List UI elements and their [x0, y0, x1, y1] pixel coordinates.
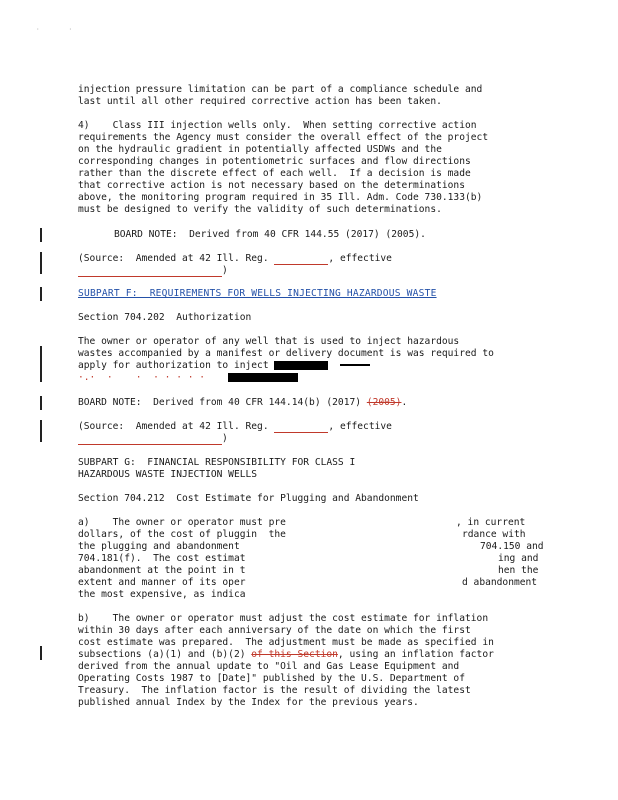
source-middle: , effective	[328, 253, 392, 264]
text-line: published annual Index by the Index for the previous years.	[78, 697, 419, 708]
text-line: The owner or operator of any well that is used to inject hazardous	[78, 336, 460, 347]
redaction	[274, 361, 328, 370]
blank-reg-number	[274, 255, 328, 265]
change-bar	[40, 287, 42, 301]
section-title: Section 704.202 Authorization	[78, 312, 252, 323]
paragraph-continuation	[78, 84, 548, 108]
source-end: )	[222, 433, 228, 444]
redaction-marks: ·.· · · · · · · ·	[78, 372, 229, 383]
board-note-1	[78, 229, 584, 241]
board-note-2	[78, 397, 548, 409]
text-line: corresponding changes in potentiometric surfaces and flow directions	[78, 156, 471, 167]
text-fragment: d abandonment	[462, 577, 538, 588]
redaction	[340, 364, 370, 366]
subpart-g-line: HAZARDOUS WASTE INJECTION WELLS	[78, 469, 258, 480]
text-fragment: 704.181(f). The cost estimat	[78, 553, 246, 564]
redaction	[228, 373, 298, 382]
text-line: wastes accompanied by a manifest or delivery document is was required to	[78, 348, 494, 359]
blank-effective-date	[78, 435, 222, 445]
blank-effective-date	[78, 267, 222, 277]
change-bar	[40, 420, 42, 442]
paragraph-b	[78, 613, 548, 709]
text-fragment: apply for authorization to inject	[78, 360, 269, 371]
text-fragment: 704.150 and	[480, 541, 544, 552]
subpart-g-line: SUBPART G: FINANCIAL RESPONSIBILITY FOR CLASS I	[78, 457, 356, 468]
text-line: last until all other required corrective action has been taken.	[78, 96, 442, 107]
board-note-suffix: .	[401, 397, 408, 408]
text-fragment: the plugging and abandonment	[78, 541, 240, 552]
text-line: Treasury. The inflation factor is the result of dividing the latest	[78, 685, 471, 696]
source-prefix: (Source: Amended at 42 Ill. Reg.	[78, 421, 275, 432]
subpart-f-title: SUBPART F: REQUIREMENTS FOR WELLS INJECTING HAZARDOUS WASTE	[78, 288, 437, 299]
section-212-heading	[78, 493, 548, 505]
text-fragment: rdance with	[462, 529, 526, 540]
text-line: rather than the discrete effect of each well. If a decision is made	[78, 168, 471, 179]
text-line: b) The owner or operator must adjust the cost estimate for inflation	[78, 613, 489, 624]
source-note-2	[78, 421, 548, 445]
board-note-text: BOARD NOTE: Derived from 40 CFR 144.55 (2017) (2005).	[114, 229, 426, 240]
source-end: )	[222, 265, 228, 276]
change-bar	[40, 646, 42, 660]
text-line: that corrective action is not necessary based on the determinations	[78, 180, 465, 191]
text-line: above, the monitoring program required in 35 Ill. Adm. Code 730.133(b)	[78, 192, 483, 203]
source-prefix: (Source: Amended at 42 Ill. Reg.	[78, 253, 275, 264]
text-fragment: ing and	[498, 553, 539, 564]
text-fragment: a) The owner or operator must pre	[78, 517, 286, 528]
text-line: within 30 days after each anniversary of the date on which the first	[78, 625, 471, 636]
text-fragment: the most expensive, as indica	[78, 589, 246, 600]
text-line: on the hydraulic gradient in potentially affected USDWs and the	[78, 144, 442, 155]
text-line: 4) Class III injection wells only. When setting corrective action	[78, 120, 477, 131]
text-fragment: , in current	[456, 517, 526, 528]
text-line: derived from the annual update to "Oil and Gas Lease Equipment and	[78, 661, 460, 672]
subpart-f-heading	[78, 288, 548, 300]
text-fragment: abandonment at the point in t	[78, 565, 246, 576]
text-line: must be designed to verify the validity of such determinations.	[78, 204, 442, 215]
change-bar	[40, 252, 42, 274]
change-bar	[40, 396, 42, 410]
text-line: Operating Costs 1987 to [Date]" published by the U.S. Department of	[78, 673, 465, 684]
struck-text: of this Section	[251, 649, 338, 660]
text-fragment: dollars, of the cost of pluggin the	[78, 529, 286, 540]
section-202-body	[78, 336, 548, 384]
change-bar	[40, 228, 42, 242]
section-title: Section 704.212 Cost Estimate for Plugging and Abandonment	[78, 493, 419, 504]
board-note-prefix: BOARD NOTE: Derived from 40 CFR 144.14(b) (2017)	[78, 397, 367, 408]
source-note-1	[78, 253, 548, 277]
text-fragment: subsections (a)(1) and (b)(2)	[78, 649, 252, 660]
paragraph-a	[78, 517, 548, 601]
subpart-g-heading	[78, 457, 548, 481]
text-fragment: , using an inflation factor	[337, 649, 494, 660]
text-fragment: hen the	[498, 565, 539, 576]
section-202-heading	[78, 312, 548, 324]
change-bar	[40, 346, 42, 382]
board-note-struck: (2005)	[366, 397, 402, 408]
blank-reg-number	[274, 423, 328, 433]
text-line: injection pressure limitation can be part of a compliance schedule and	[78, 84, 483, 95]
paragraph-4	[78, 120, 548, 216]
scan-specks: · ·	[36, 26, 73, 33]
text-line: cost estimate was prepared. The adjustment must be made as specified in	[78, 637, 494, 648]
source-middle: , effective	[328, 421, 392, 432]
text-line: requirements the Agency must consider the overall effect of the project	[78, 132, 489, 143]
text-fragment: extent and manner of its oper	[78, 577, 246, 588]
